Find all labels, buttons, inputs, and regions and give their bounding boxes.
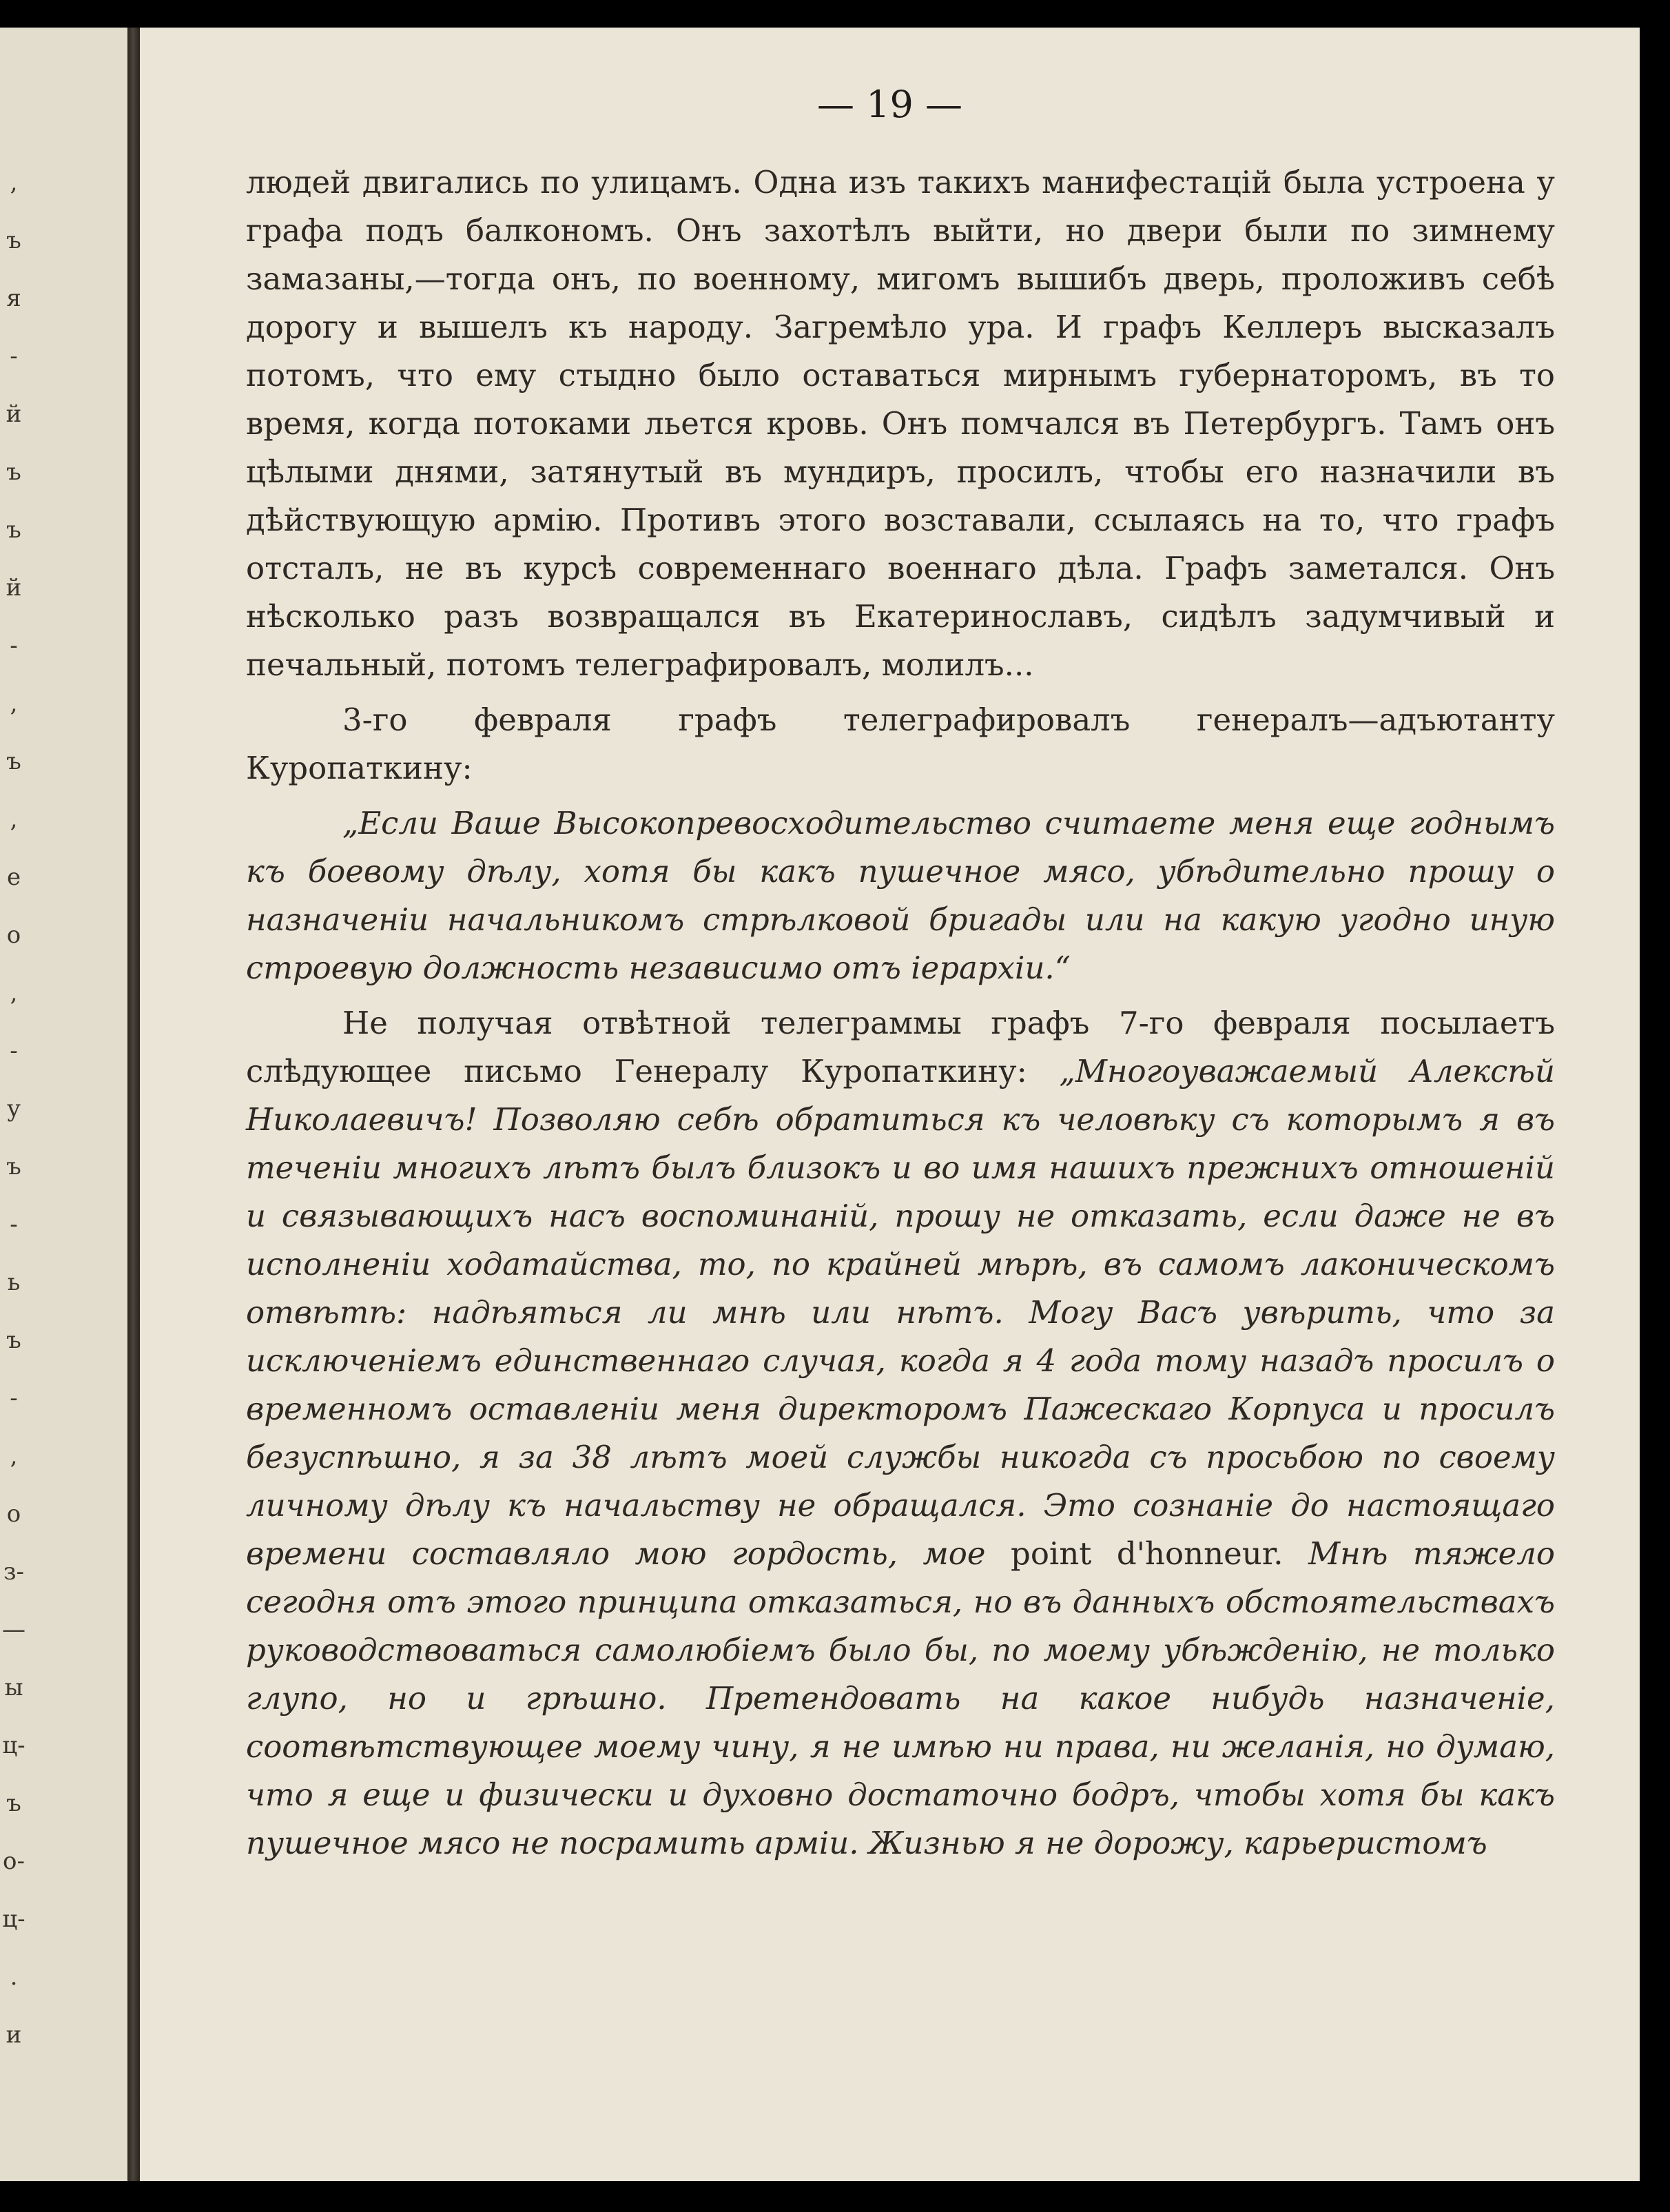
left-page-fragment: о: [6, 921, 21, 949]
left-page-fragment: ,: [10, 690, 18, 717]
left-page-fragment: ы: [4, 1674, 23, 1701]
left-page-fragment: ц-: [2, 1732, 25, 1759]
left-page-fragment: -: [10, 632, 18, 659]
left-page-fragment: о: [6, 1500, 21, 1528]
left-page-fragment: ъ: [6, 516, 21, 544]
left-page-fragment: ,: [10, 169, 18, 196]
left-page-edge: [0, 28, 127, 2181]
page-number: — 19 —: [816, 83, 963, 126]
letter-text-1: „Многоуважаемый Алексѣй Николаевичъ! Позволяю себѣ обратиться къ человѣку съ которымъ я въ теченіи многихъ лѣтъ былъ близокъ и во имя нашихъ прежнихъ отношеній и связывающихъ насъ воспоминаній, прошу не отказать, если даже не въ исполненіи ходатайства, то, по крайней мѣрѣ, въ самомъ лаконическомъ отвѣтѣ: надѣяться ли мнѣ или нѣтъ. Могу Васъ увѣрить, что за исключеніемъ единственнаго случая, когда я 4 года тому назадъ просилъ о временномъ оставленіи меня директоромъ Пажескаго Корпуса и просилъ безуспѣшно, я за 38 лѣтъ моей службы никогда съ просьбою по своему личному дѣлу къ начальству не обращался. Это сознаніе до настоящаго времени составляло мою гордость, мое: [246, 1053, 1555, 1572]
left-page-fragment: ь: [7, 1269, 21, 1296]
page-text: [246, 158, 1555, 1867]
book-gutter: [127, 28, 140, 2181]
paragraph-1: людей двигались по улицамъ. Одна изъ такихъ манифестацій была устроена у графа подъ балкономъ. Онъ захотѣлъ выйти, но двери были по зимнему замазаны,—тогда онъ, по военному, мигомъ вышибъ дверь, проложивъ себѣ дорогу и вышелъ къ народу. Загремѣло ура. И графъ Келлеръ высказалъ потомъ, что ему стыдно было оставаться мирнымъ губернаторомъ, въ то время, когда потоками льется кровь. Онъ помчался въ Петербургъ. Тамъ онъ цѣлыми днями, затянутый въ мундиръ, просилъ, чтобы его назначили въ дѣйствующую армію. Противъ этого возставали, ссылаясь на то, что графъ отсталъ, не въ курсѣ современнаго военнаго дѣла. Графъ заметался. Онъ нѣсколько разъ возвращался въ Екатеринославъ, сидѣлъ задумчивый и печальный, потомъ телеграфировалъ, молилъ...: [246, 164, 1555, 683]
left-page-fragment: ъ: [6, 1153, 21, 1180]
left-page-fragment: е: [6, 863, 21, 891]
left-page-fragment: ,: [10, 979, 18, 1007]
left-page-fragment: ъ: [6, 1327, 21, 1354]
left-page-fragment: ъ: [6, 458, 21, 486]
left-page-fragment: ъ: [6, 1790, 21, 1817]
left-page-fragment: -: [10, 1384, 18, 1412]
left-page-fragment: у: [6, 1095, 21, 1123]
left-page-fragment: ъ: [6, 227, 21, 254]
letter-french-phrase: point d'honneur.: [1011, 1535, 1284, 1572]
paragraph-3-intro: Не получая отвѣтной телеграммы графъ 7-го февраля посылаетъ слѣдующее письмо Генералу Куропаткину:: [246, 1005, 1555, 1089]
telegram-quote: „Если Ваше Высокопревосходительство считаете меня еще годнымъ къ боевому дѣлу, хотя бы какъ пушечное мясо, убѣдительно прошу о назначеніи начальникомъ стрѣлковой бригады или на какую угодно иную строевую должность независимо отъ іерархіи.“: [246, 805, 1555, 986]
left-page-fragment: -: [10, 1211, 18, 1238]
left-page-fragment: и: [6, 2021, 22, 2049]
scanned-spread: [0, 28, 1640, 2181]
left-page-fragment: й: [6, 400, 22, 428]
paragraph-3: [246, 999, 1555, 1867]
left-page-fragment: о-: [3, 1847, 25, 1875]
left-page-fragment: .: [10, 1963, 18, 1991]
left-page-fragment: -: [10, 342, 18, 370]
left-page-fragment: -: [10, 1037, 18, 1065]
left-page-fragment: й: [6, 574, 22, 602]
left-page-fragment: ъ: [6, 748, 21, 775]
left-page-fragment: ц-: [2, 1905, 25, 1933]
left-page-fragment: з-: [3, 1558, 25, 1586]
letter-text-2: Мнѣ тяжело сегодня отъ этого принципа отказаться, но въ данныхъ обстоятельствахъ руководствоваться самолюбіемъ было бы, по моему убѣжденію, не только глупо, но и грѣшно. Претендовать на какое нибудь назначеніе, соотвѣтствующее моему чину, я не имѣю ни права, ни желанія, но думаю, что я еще и физически и духовно достаточно бодръ, чтобы хотя бы какъ пушечное мясо не посрамить арміи. Жизнью я не дорожу, карьеристомъ: [246, 1535, 1555, 1861]
left-page-fragment: ,: [10, 1442, 18, 1470]
left-page-fragment: я: [6, 285, 21, 312]
right-page: [140, 28, 1640, 2181]
left-page-fragment: ,: [10, 806, 18, 833]
left-page-fragment: —: [2, 1616, 25, 1643]
paragraph-2: 3-го февраля графъ телеграфировалъ генералъ—адъютанту Куропаткину:: [246, 702, 1555, 786]
